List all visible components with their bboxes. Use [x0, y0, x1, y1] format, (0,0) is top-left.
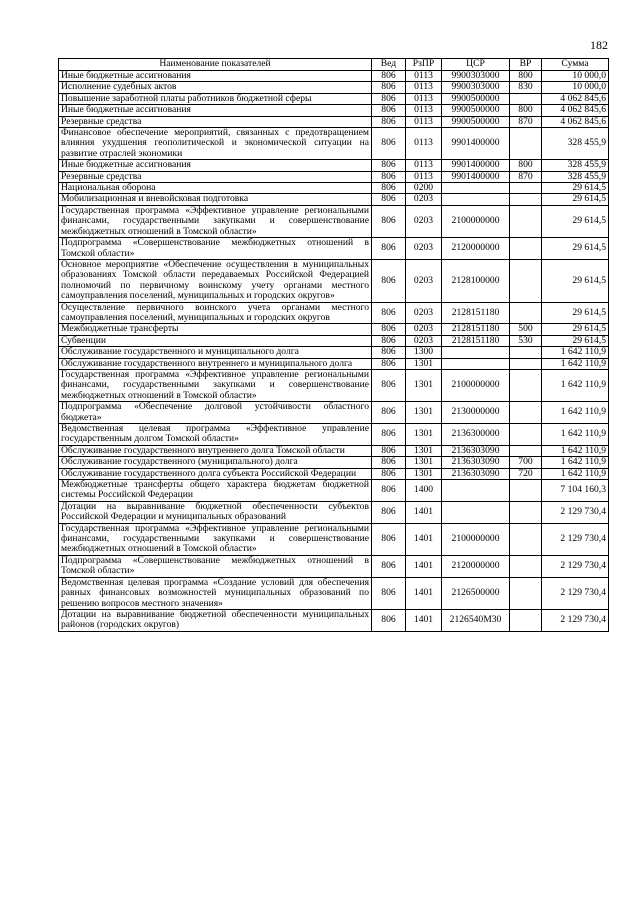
cell-name: Межбюджетные трансферты [59, 324, 372, 335]
cell-vr [510, 402, 542, 424]
cell-vr: 720 [510, 468, 542, 479]
cell-sum: 29 614,5 [542, 324, 609, 335]
cell-csr: 2130000000 [442, 402, 510, 424]
cell-csr: 9901400000 [442, 128, 510, 160]
table-row [59, 480, 609, 502]
table-row [59, 468, 609, 479]
cell-ved: 806 [372, 183, 406, 194]
cell-name: Национальная оборона [59, 183, 372, 194]
table-row [59, 369, 609, 401]
cell-vr [510, 523, 542, 555]
cell-vr: 870 [510, 171, 542, 182]
cell-rzpr: 0113 [406, 82, 442, 93]
cell-vr: 500 [510, 324, 542, 335]
cell-ved: 806 [372, 335, 406, 346]
cell-sum: 1 642 110,9 [542, 445, 609, 456]
table-row [59, 71, 609, 82]
cell-csr: 2100000000 [442, 369, 510, 401]
cell-rzpr: 0203 [406, 302, 442, 324]
cell-vr: 800 [510, 160, 542, 171]
cell-ved: 806 [372, 358, 406, 369]
cell-sum: 2 129 730,4 [542, 523, 609, 555]
cell-name: Государственная программа «Эффективное управление региональными финансами, государственными закупками и совершенствование межбюджетных отношений в Томской области» [59, 205, 372, 237]
cell-rzpr: 1301 [406, 369, 442, 401]
cell-vr [510, 205, 542, 237]
cell-name: Государственная программа «Эффективное управление региональными финансами, государственными закупками и совершенствование межбюджетных отношений в Томской области» [59, 369, 372, 401]
cell-name: Мобилизационная и вневойсковая подготовка [59, 194, 372, 205]
cell-vr [510, 577, 542, 609]
cell-ved: 806 [372, 480, 406, 502]
cell-sum: 29 614,5 [542, 335, 609, 346]
cell-sum: 10 000,0 [542, 71, 609, 82]
cell-vr: 800 [510, 105, 542, 116]
cell-sum: 2 129 730,4 [542, 577, 609, 609]
cell-vr [510, 128, 542, 160]
cell-name: Иные бюджетные ассигнования [59, 105, 372, 116]
table-row [59, 302, 609, 324]
cell-sum: 4 062 845,6 [542, 105, 609, 116]
cell-rzpr: 0203 [406, 205, 442, 237]
cell-ved: 806 [372, 424, 406, 446]
table-row [59, 259, 609, 302]
cell-ved: 806 [372, 238, 406, 260]
cell-name: Осуществление первичного воинского учета органами местного самоуправления поселений, муниципальных и городских округов [59, 302, 372, 324]
cell-csr: 9900500000 [442, 116, 510, 127]
cell-sum: 10 000,0 [542, 82, 609, 93]
cell-sum: 1 642 110,9 [542, 369, 609, 401]
cell-ved: 806 [372, 468, 406, 479]
cell-rzpr: 0203 [406, 259, 442, 302]
cell-csr: 9900303000 [442, 82, 510, 93]
cell-vr: 870 [510, 116, 542, 127]
cell-rzpr: 1401 [406, 577, 442, 609]
cell-vr: 830 [510, 82, 542, 93]
cell-csr: 2126500000 [442, 577, 510, 609]
cell-rzpr: 0113 [406, 160, 442, 171]
cell-vr [510, 302, 542, 324]
cell-name: Подпрограмма «Совершенствование межбюджетных отношений в Томской области» [59, 555, 372, 577]
cell-rzpr: 0203 [406, 335, 442, 346]
cell-rzpr: 0113 [406, 116, 442, 127]
cell-name: Подпрограмма «Совершенствование межбюджетных отношений в Томской области» [59, 238, 372, 260]
cell-sum: 328 455,9 [542, 128, 609, 160]
cell-ved: 806 [372, 369, 406, 401]
cell-rzpr: 1400 [406, 480, 442, 502]
cell-ved: 806 [372, 324, 406, 335]
cell-ved: 806 [372, 523, 406, 555]
cell-sum: 7 104 160,3 [542, 480, 609, 502]
table-row [59, 183, 609, 194]
table-row [59, 335, 609, 346]
cell-vr [510, 555, 542, 577]
table-row [59, 347, 609, 358]
table-row [59, 609, 609, 631]
cell-csr: 2100000000 [442, 523, 510, 555]
cell-sum: 2 129 730,4 [542, 555, 609, 577]
cell-csr: 2136300000 [442, 424, 510, 446]
cell-ved: 806 [372, 302, 406, 324]
table-row [59, 160, 609, 171]
cell-name: Дотации на выравнивание бюджетной обеспеченности муниципальных районов (городских округов) [59, 609, 372, 631]
table-row [59, 577, 609, 609]
cell-ved: 806 [372, 160, 406, 171]
table-row [59, 358, 609, 369]
cell-csr: 2120000000 [442, 555, 510, 577]
cell-rzpr: 1401 [406, 501, 442, 523]
cell-sum: 29 614,5 [542, 194, 609, 205]
cell-ved: 806 [372, 128, 406, 160]
cell-csr: 2136303090 [442, 468, 510, 479]
cell-csr: 2128151180 [442, 324, 510, 335]
cell-csr [442, 194, 510, 205]
cell-ved: 806 [372, 171, 406, 182]
cell-sum: 29 614,5 [542, 183, 609, 194]
table-row [59, 445, 609, 456]
cell-sum: 328 455,9 [542, 160, 609, 171]
cell-sum: 29 614,5 [542, 259, 609, 302]
cell-rzpr: 0200 [406, 183, 442, 194]
cell-rzpr: 1301 [406, 468, 442, 479]
column-header-sum: Сумма [542, 59, 609, 71]
cell-name: Обслуживание государственного внутреннего долга Томской области [59, 445, 372, 456]
cell-sum: 1 642 110,9 [542, 424, 609, 446]
cell-ved: 806 [372, 347, 406, 358]
table-row [59, 238, 609, 260]
cell-vr: 800 [510, 71, 542, 82]
cell-rzpr: 0113 [406, 71, 442, 82]
cell-name: Государственная программа «Эффективное управление региональными финансами, государственными закупками и совершенствование межбюджетных отношений в Томской области» [59, 523, 372, 555]
cell-sum: 29 614,5 [542, 205, 609, 237]
cell-csr: 2136303090 [442, 445, 510, 456]
cell-csr [442, 358, 510, 369]
cell-csr: 9901400000 [442, 160, 510, 171]
cell-rzpr: 1301 [406, 445, 442, 456]
cell-rzpr: 1301 [406, 358, 442, 369]
cell-csr: 2120000000 [442, 238, 510, 260]
cell-sum: 1 642 110,9 [542, 457, 609, 468]
cell-ved: 806 [372, 93, 406, 104]
cell-name: Повышение заработной платы работников бюджетной сферы [59, 93, 372, 104]
cell-csr [442, 183, 510, 194]
cell-csr [442, 347, 510, 358]
table-row [59, 424, 609, 446]
cell-rzpr: 0203 [406, 238, 442, 260]
table-row [59, 523, 609, 555]
cell-name: Иные бюджетные ассигнования [59, 71, 372, 82]
cell-ved: 806 [372, 116, 406, 127]
cell-ved: 806 [372, 609, 406, 631]
cell-sum: 328 455,9 [542, 171, 609, 182]
cell-rzpr: 1301 [406, 424, 442, 446]
cell-rzpr: 1301 [406, 457, 442, 468]
column-header-rzpr: РзПР [406, 59, 442, 71]
column-header-csr: ЦСР [442, 59, 510, 71]
table-row [59, 324, 609, 335]
cell-vr: 530 [510, 335, 542, 346]
cell-sum: 1 642 110,9 [542, 402, 609, 424]
cell-vr [510, 347, 542, 358]
budget-table [58, 58, 609, 632]
column-header-ved: Вед [372, 59, 406, 71]
cell-rzpr: 1401 [406, 523, 442, 555]
cell-ved: 806 [372, 402, 406, 424]
cell-vr [510, 183, 542, 194]
cell-name: Исполнение судебных актов [59, 82, 372, 93]
cell-sum: 1 642 110,9 [542, 468, 609, 479]
cell-csr: 9900500000 [442, 105, 510, 116]
table-row [59, 555, 609, 577]
cell-vr [510, 445, 542, 456]
cell-vr: 700 [510, 457, 542, 468]
cell-csr: 9900303000 [442, 71, 510, 82]
table-row [59, 105, 609, 116]
cell-ved: 806 [372, 259, 406, 302]
cell-csr: 9901400000 [442, 171, 510, 182]
cell-vr [510, 238, 542, 260]
cell-ved: 806 [372, 71, 406, 82]
cell-name: Обслуживание государственного и муниципального долга [59, 347, 372, 358]
cell-vr [510, 358, 542, 369]
cell-ved: 806 [372, 555, 406, 577]
cell-ved: 806 [372, 457, 406, 468]
cell-name: Межбюджетные трансферты общего характера бюджетам бюджетной системы Российской Федерации [59, 480, 372, 502]
table-row [59, 82, 609, 93]
cell-ved: 806 [372, 194, 406, 205]
cell-sum: 29 614,5 [542, 238, 609, 260]
cell-name: Резервные средства [59, 116, 372, 127]
cell-rzpr: 1401 [406, 555, 442, 577]
cell-sum: 1 642 110,9 [542, 358, 609, 369]
cell-csr: 9900500000 [442, 93, 510, 104]
cell-sum: 2 129 730,4 [542, 609, 609, 631]
cell-csr: 2100000000 [442, 205, 510, 237]
cell-csr: 2128151180 [442, 302, 510, 324]
cell-name: Обслуживание государственного долга субъекта Российской Федерации [59, 468, 372, 479]
cell-name: Резервные средства [59, 171, 372, 182]
cell-ved: 806 [372, 445, 406, 456]
cell-vr [510, 369, 542, 401]
table-row [59, 128, 609, 160]
cell-rzpr: 0203 [406, 324, 442, 335]
cell-name: Обслуживание государственного внутреннего и муниципального долга [59, 358, 372, 369]
cell-csr: 2128151180 [442, 335, 510, 346]
cell-rzpr: 0113 [406, 171, 442, 182]
cell-sum: 4 062 845,6 [542, 93, 609, 104]
cell-csr: 2128100000 [442, 259, 510, 302]
cell-rzpr: 0113 [406, 128, 442, 160]
cell-vr [510, 501, 542, 523]
cell-vr [510, 480, 542, 502]
table-row [59, 402, 609, 424]
table-row [59, 171, 609, 182]
cell-name: Обслуживание государственного (муниципального) долга [59, 457, 372, 468]
cell-csr [442, 501, 510, 523]
cell-rzpr: 0113 [406, 93, 442, 104]
cell-ved: 806 [372, 577, 406, 609]
cell-csr: 2136303090 [442, 457, 510, 468]
cell-vr [510, 424, 542, 446]
cell-sum: 2 129 730,4 [542, 501, 609, 523]
column-header-vr: ВР [510, 59, 542, 71]
cell-name: Ведомственная целевая программа «Эффективное управление государственным долгом Томской области» [59, 424, 372, 446]
table-row [59, 116, 609, 127]
cell-name: Иные бюджетные ассигнования [59, 160, 372, 171]
cell-rzpr: 1401 [406, 609, 442, 631]
cell-rzpr: 0113 [406, 105, 442, 116]
cell-sum: 29 614,5 [542, 302, 609, 324]
cell-name: Ведомственная целевая программа «Создание условий для обеспечения равных финансовых возможностей муниципальных образований по решению вопросов местного значения» [59, 577, 372, 609]
table-row [59, 205, 609, 237]
cell-rzpr: 0203 [406, 194, 442, 205]
cell-name: Основное мероприятие «Обеспечение осуществления в муниципальных образованиях Томской области передаваемых Российской Федерацией полномочий по первичному воинскому учету органами местного самоуправления поселений, муниципальных и городских округов» [59, 259, 372, 302]
cell-rzpr: 1300 [406, 347, 442, 358]
cell-name: Субвенции [59, 335, 372, 346]
cell-sum: 4 062 845,6 [542, 116, 609, 127]
cell-ved: 806 [372, 205, 406, 237]
cell-ved: 806 [372, 82, 406, 93]
cell-csr: 2126540М30 [442, 609, 510, 631]
cell-name: Финансовое обеспечение мероприятий, связанных с предотвращением влияния ухудшения геополитической и экономической ситуации на развитие отраслей экономики [59, 128, 372, 160]
table-row [59, 457, 609, 468]
cell-sum: 1 642 110,9 [542, 347, 609, 358]
cell-ved: 806 [372, 105, 406, 116]
cell-csr [442, 480, 510, 502]
column-header-name: Наименование показателей [59, 59, 372, 71]
cell-vr [510, 194, 542, 205]
cell-vr [510, 609, 542, 631]
cell-vr [510, 259, 542, 302]
table-row [59, 194, 609, 205]
table-header-row [59, 59, 609, 71]
cell-name: Дотации на выравнивание бюджетной обеспеченности субъектов Российской Федерации и муниципальных образований [59, 501, 372, 523]
table-row [59, 93, 609, 104]
table-row [59, 501, 609, 523]
cell-ved: 806 [372, 501, 406, 523]
cell-name: Подпрограмма «Обеспечение долговой устойчивости областного бюджета» [59, 402, 372, 424]
cell-rzpr: 1301 [406, 402, 442, 424]
cell-vr [510, 93, 542, 104]
page-number: 182 [590, 38, 608, 52]
